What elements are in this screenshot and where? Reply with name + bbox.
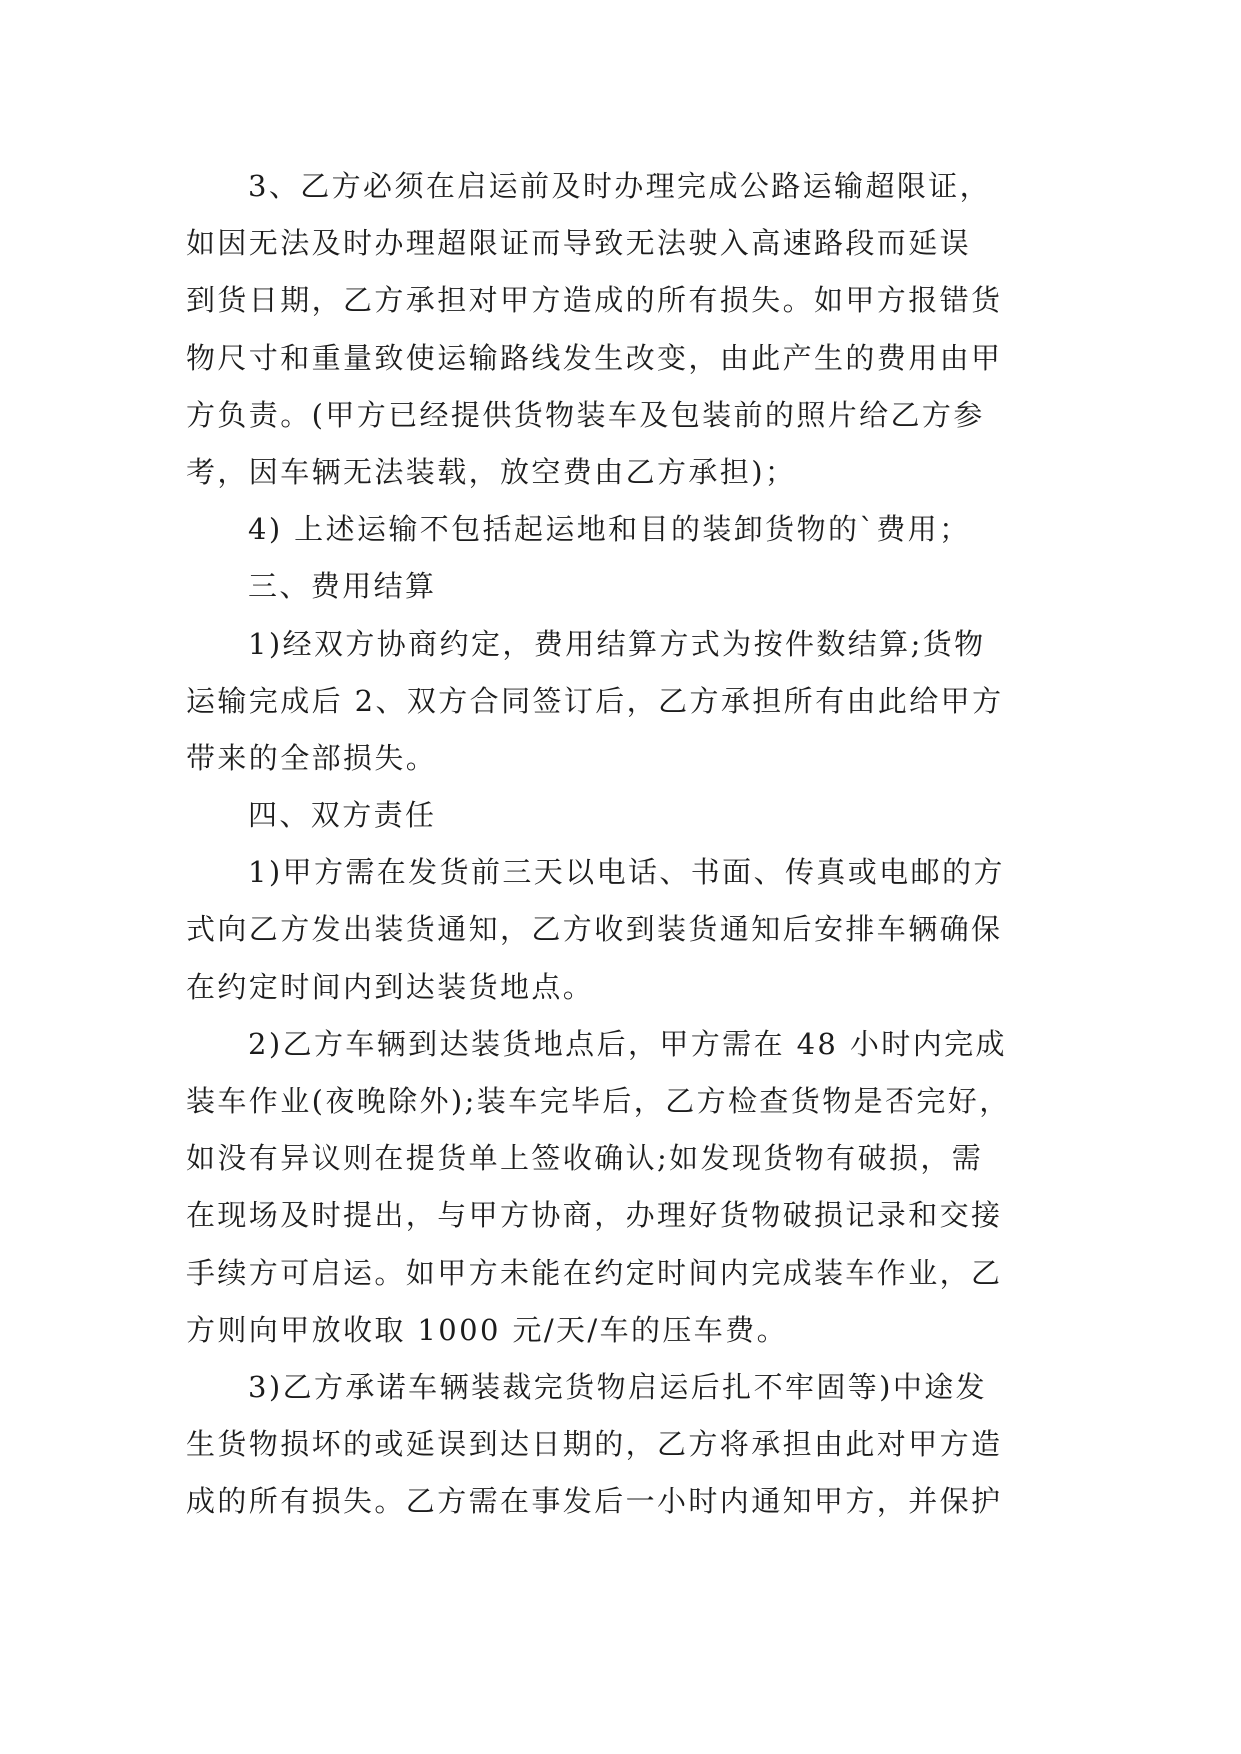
text-line: 2)乙方车辆到达装货地点后，甲方需在 48 小时内完成: [248, 1026, 1007, 1061]
section-heading: 三、费用结算: [248, 569, 437, 604]
document-body: [186, 158, 1066, 1531]
text-line: 运输完成后 2、双方合同签订后，乙方承担所有由此给甲方: [186, 683, 1004, 718]
text-line: 到货日期，乙方承担对甲方造成的所有损失。如甲方报错货: [186, 283, 1003, 318]
text-line: 成的所有损失。乙方需在事发后一小时内通知甲方，并保护: [186, 1484, 1003, 1519]
text-line: 在现场及时提出，与甲方协商，办理好货物破损记录和交接: [186, 1198, 1003, 1233]
text-line: 1)甲方需在发货前三天以电话、书面、传真或电邮的方: [248, 855, 1005, 890]
text-line: 3)乙方承诺车辆装裁完货物启运后扎不牢固等)中途发: [248, 1369, 988, 1404]
section-heading: 四、双方责任: [248, 798, 437, 833]
text-line: 手续方可启运。如甲方未能在约定时间内完成装车作业，乙: [186, 1255, 1003, 1290]
text-line: 装车作业(夜晚除外);装车完毕后，乙方检查货物是否完好，: [186, 1084, 1011, 1118]
text-line: 方则向甲放收取 1000 元/天/车的压车费。: [186, 1312, 788, 1347]
text-line: 3、乙方必须在启运前及时办理完成公路运输超限证，: [248, 169, 992, 203]
text-line: 考，因车辆无法装载，放空费由乙方承担)；: [186, 454, 797, 489]
text-line: 1)经双方协商约定，费用结算方式为按件数结算;货物: [248, 626, 986, 661]
text-line: 方负责。(甲方已经提供货物装车及包装前的照片给乙方参: [186, 397, 985, 432]
text-line: 式向乙方发出装货通知，乙方收到装货通知后安排车辆确保: [186, 912, 1003, 947]
text-line: 在约定时间内到达装货地点。: [186, 969, 595, 1004]
text-line: 4) 上述运输不包括起运地和目的装卸货物的`费用；: [248, 512, 971, 547]
text-line: 带来的全部损失。: [186, 740, 438, 775]
text-line: 如因无法及时办理超限证而导致无法驶入高速路段而延误: [186, 226, 972, 261]
text-line: 如没有异议则在提货单上签收确认;如发现货物有破损，需: [186, 1141, 984, 1176]
text-line: 生货物损坏的或延误到达日期的，乙方将承担由此对甲方造: [186, 1427, 1003, 1462]
text-line: 物尺寸和重量致使运输路线发生改变，由此产生的费用由甲: [186, 340, 1003, 375]
